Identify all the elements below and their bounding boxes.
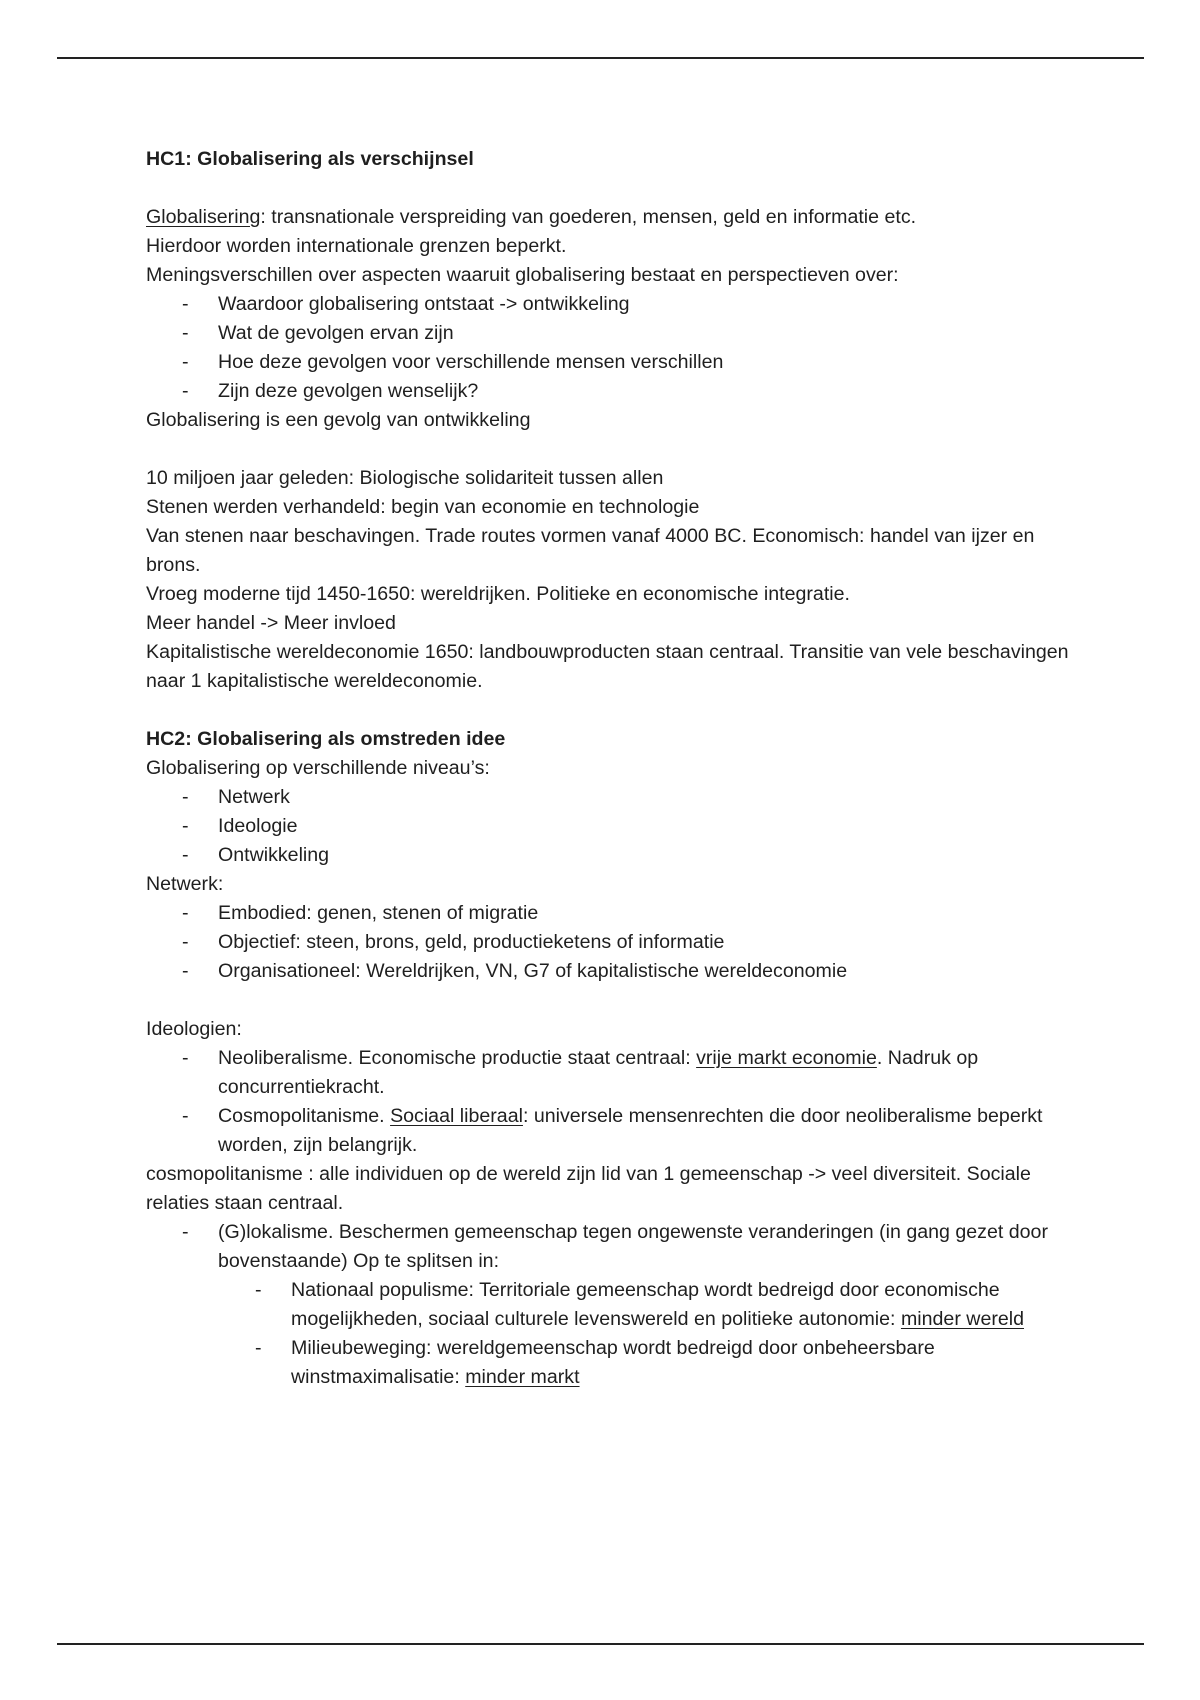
levels-list: [146, 783, 1091, 870]
header-rule: [57, 57, 1144, 59]
ideologies-list: [146, 1044, 1091, 1160]
history-line: Van stenen naar beschavingen. Trade routes vormen vanaf 4000 BC. Economisch: handel van ijzer en brons.: [146, 525, 1035, 576]
list-item: [146, 1102, 1091, 1160]
list-item: [146, 1276, 1091, 1334]
item-text: Milieubeweging: wereldgemeenschap wordt bedreigd door onbeheersbare winstmaximalisatie:: [291, 1337, 935, 1388]
item-text: : universele mensenrechten die door neoliberalisme beperkt worden, zijn belangrijk.: [218, 1105, 1043, 1156]
history-line: 10 miljoen jaar geleden: Biologische solidariteit tussen allen: [146, 467, 664, 489]
list-item: [146, 1334, 1091, 1392]
item-text: Nationaal populisme: Territoriale gemeenschap wordt bedreigd door economische mogelijkheden, sociaal culturele levenswereld en politieke autonomie:: [291, 1279, 1000, 1330]
underlined-term: vrije markt economie: [696, 1047, 877, 1069]
paragraph: Ideologien:: [146, 1018, 242, 1040]
heading-hc1: HC1: Globalisering als verschijnsel: [146, 148, 474, 170]
definition-term: Globalisering: [146, 206, 261, 228]
list-item: - Ontwikkeling: [146, 841, 1091, 870]
list-item: - Zijn deze gevolgen wenselijk?: [146, 377, 1091, 406]
list-item: [146, 1044, 1091, 1102]
paragraph: Netwerk:: [146, 873, 224, 895]
heading-hc2: HC2: Globalisering als omstreden idee: [146, 728, 506, 750]
item-text: . Nadruk op concurrentiekracht.: [218, 1047, 979, 1098]
paragraph: Hierdoor worden internationale grenzen beperkt.: [146, 235, 567, 257]
document-body: [146, 145, 1091, 1392]
underlined-term: minder wereld: [900, 1308, 1025, 1330]
spacer: [146, 174, 1091, 203]
list-item: - Organisationeel: Wereldrijken, VN, G7 of kapitalistische wereldeconomie: [146, 957, 1091, 986]
history-line: Vroeg moderne tijd 1450-1650: wereldrijken. Politieke en economische integratie.: [146, 583, 850, 605]
footer-rule: [57, 1643, 1144, 1645]
network-list: [146, 899, 1091, 986]
paragraph: Meningsverschillen over aspecten waaruit globalisering bestaat en perspectieven over:: [146, 264, 899, 286]
glokalisme-sublist: [146, 1276, 1091, 1392]
spacer: [146, 435, 1091, 464]
definition-text: : transnationale verspreiding van goederen, mensen, geld en informatie etc.: [260, 206, 917, 228]
list-item: - Embodied: genen, stenen of migratie: [146, 899, 1091, 928]
list-item: - Netwerk: [146, 783, 1091, 812]
glokalisme-list: [146, 1218, 1091, 1276]
underlined-term: minder markt: [465, 1366, 580, 1388]
paragraph: cosmopolitanisme : alle individuen op de wereld zijn lid van 1 gemeenschap -> veel diversiteit. Sociale relaties staan centraal.: [146, 1163, 1031, 1214]
list-item: - Hoe deze gevolgen voor verschillende mensen verschillen: [146, 348, 1091, 377]
item-text: Cosmopolitanisme.: [218, 1105, 391, 1127]
definition-line: [146, 203, 1091, 232]
history-line: Kapitalistische wereldeconomie 1650: landbouwproducten staan centraal. Transitie van vele beschavingen naar 1 kapitalistische wereldeconomie.: [146, 641, 1069, 692]
paragraph: Globalisering is een gevolg van ontwikkeling: [146, 409, 531, 431]
perspectives-list: [146, 290, 1091, 406]
history-line: Meer handel -> Meer invloed: [146, 612, 396, 634]
list-item: - Wat de gevolgen ervan zijn: [146, 319, 1091, 348]
list-item: - Waardoor globalisering ontstaat -> ontwikkeling: [146, 290, 1091, 319]
spacer: [146, 986, 1091, 1015]
history-line: Stenen werden verhandeld: begin van economie en technologie: [146, 496, 700, 518]
item-text: Neoliberalisme. Economische productie staat centraal:: [218, 1047, 697, 1069]
list-item: - Objectief: steen, brons, geld, productieketens of informatie: [146, 928, 1091, 957]
spacer: [146, 696, 1091, 725]
list-item: - (G)lokalisme. Beschermen gemeenschap tegen ongewenste veranderingen (in gang gezet door bovenstaande) Op te splitsen in:: [146, 1218, 1091, 1276]
list-item: - Ideologie: [146, 812, 1091, 841]
paragraph: Globalisering op verschillende niveau’s:: [146, 757, 490, 779]
underlined-term: Sociaal liberaal: [390, 1105, 523, 1127]
